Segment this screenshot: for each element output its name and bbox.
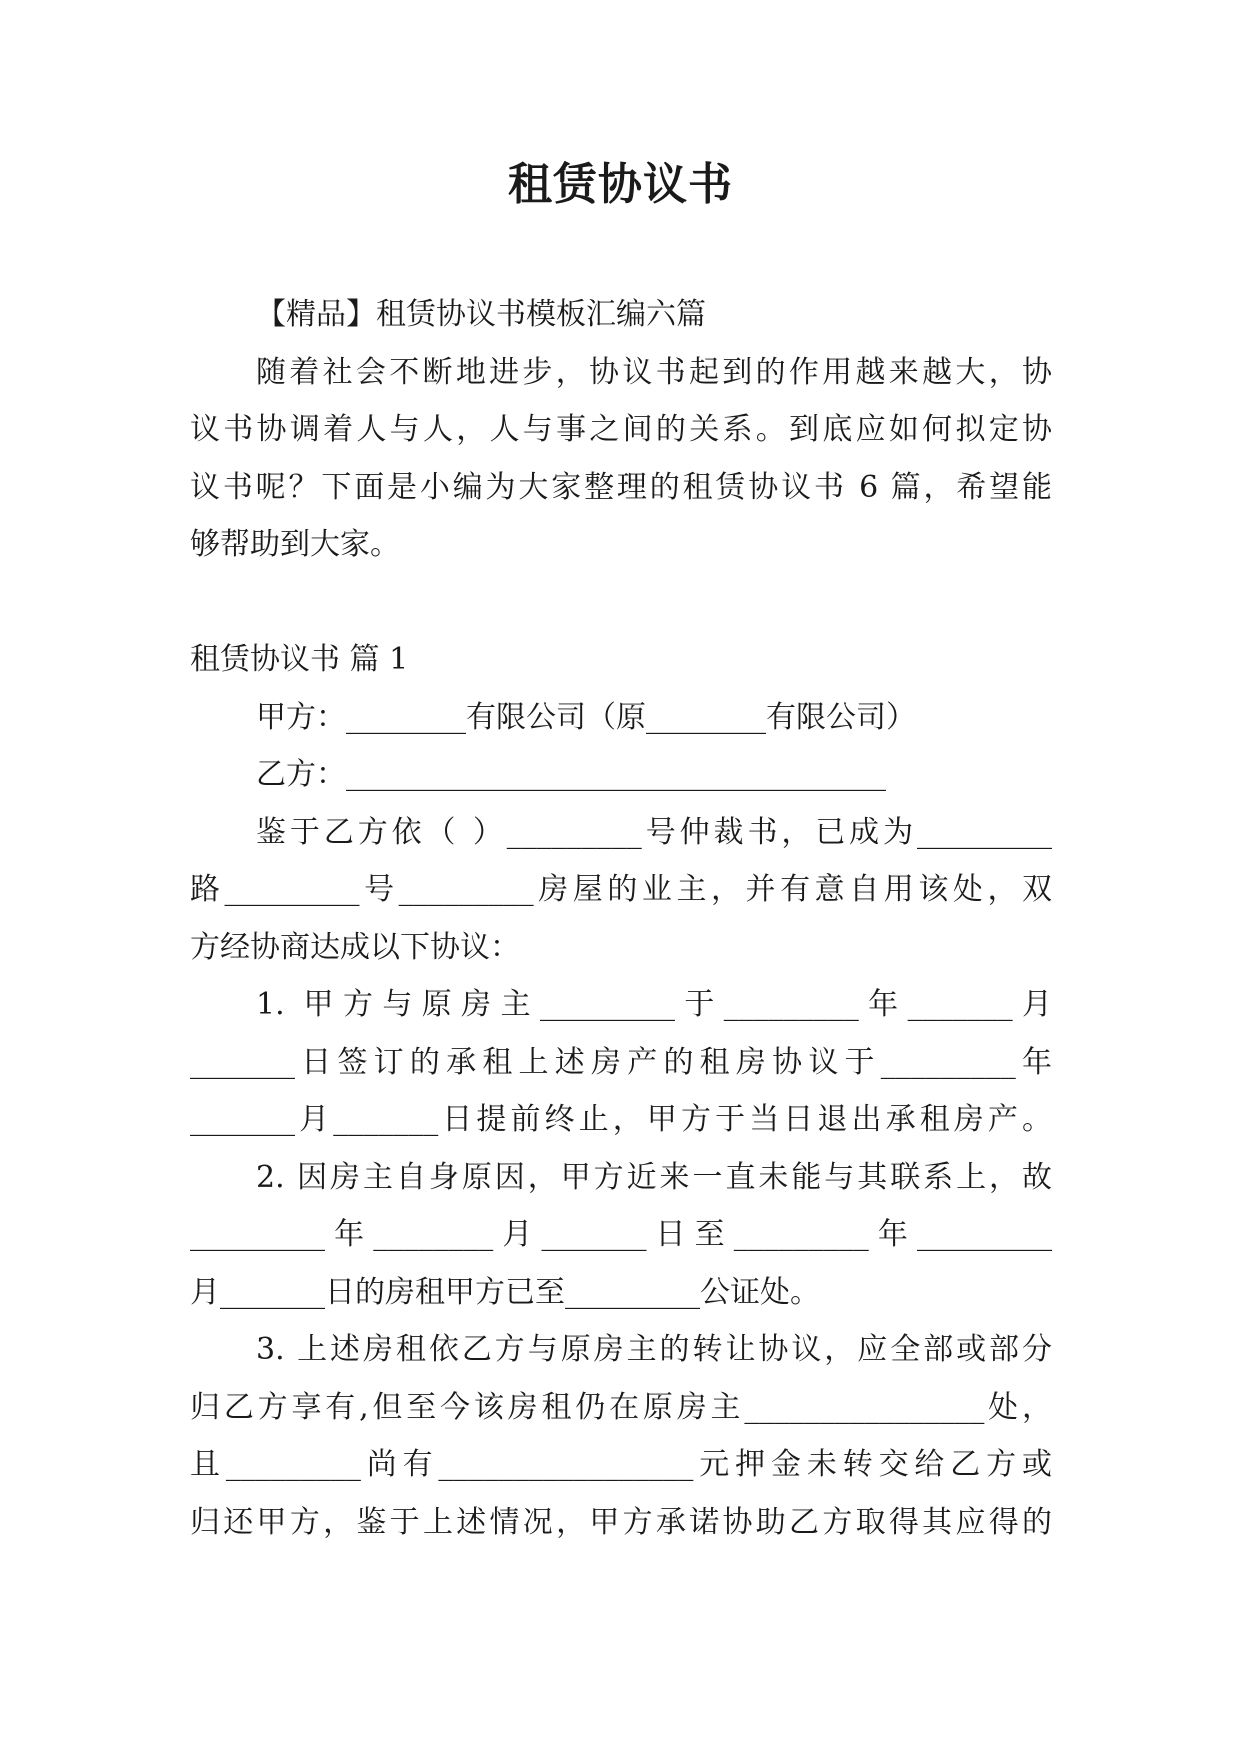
document-title: 租赁协议书 — [508, 159, 733, 210]
clause-line: 且_________尚有_________________元押金未转交给乙方或 — [190, 1447, 1052, 1482]
clause-line: 月_______日的房租甲方已至_________公证处。 — [190, 1274, 820, 1310]
party-b-line: 乙方：____________________________________ — [256, 757, 886, 792]
clause-line: 归乙方享有,但至今该房租仍在原房主________________处， — [190, 1389, 1052, 1425]
paragraph-spacer — [190, 574, 1052, 632]
intro-line: 议书呢？下面是小编为大家整理的租赁协议书 6 篇，希望能 — [190, 469, 1052, 505]
clause-line: 路_________号_________房屋的业主，并有意自用该处，双 — [190, 872, 1052, 907]
intro-line: 议书协调着人与人，人与事之间的关系。到底应如何拟定协 — [190, 412, 1052, 447]
clause-line: 1. 甲方与原房主_________于_________年_______月 — [256, 987, 1052, 1022]
clause-line: _________年________月_______日至_________年_________ — [190, 1217, 1052, 1252]
clause-line: _______日签订的承租上述房产的租房协议于_________年 — [190, 1044, 1052, 1080]
intro-line: 够帮助到大家。 — [190, 527, 400, 562]
clause-line: 归还甲方，鉴于上述情况，甲方承诺协助乙方取得其应得的 — [190, 1504, 1052, 1540]
clause-line: _______月_______日提前终止，甲方于当日退出承租房产。 — [190, 1102, 1052, 1137]
intro-line: 随着社会不断地进步，协议书起到的作用越来越大，协 — [256, 354, 1052, 390]
clause-line: 方经协商达成以下协议： — [190, 929, 520, 965]
clause-line: 3. 上述房租依乙方与原房主的转让协议，应全部或部分 — [256, 1332, 1052, 1367]
subtitle-line: 【精品】租赁协议书模板汇编六篇 — [256, 297, 706, 332]
section-heading: 租赁协议书 篇 1 — [190, 642, 409, 677]
party-a-line: 甲方：________有限公司（原________有限公司） — [256, 699, 916, 735]
document-body — [190, 286, 1052, 1551]
clause-line: 2. 因房主自身原因，甲方近来一直未能与其联系上，故 — [256, 1159, 1052, 1195]
clause-line: 鉴于乙方依（ ）_________号仲裁书，已成为_________ — [256, 814, 1052, 850]
